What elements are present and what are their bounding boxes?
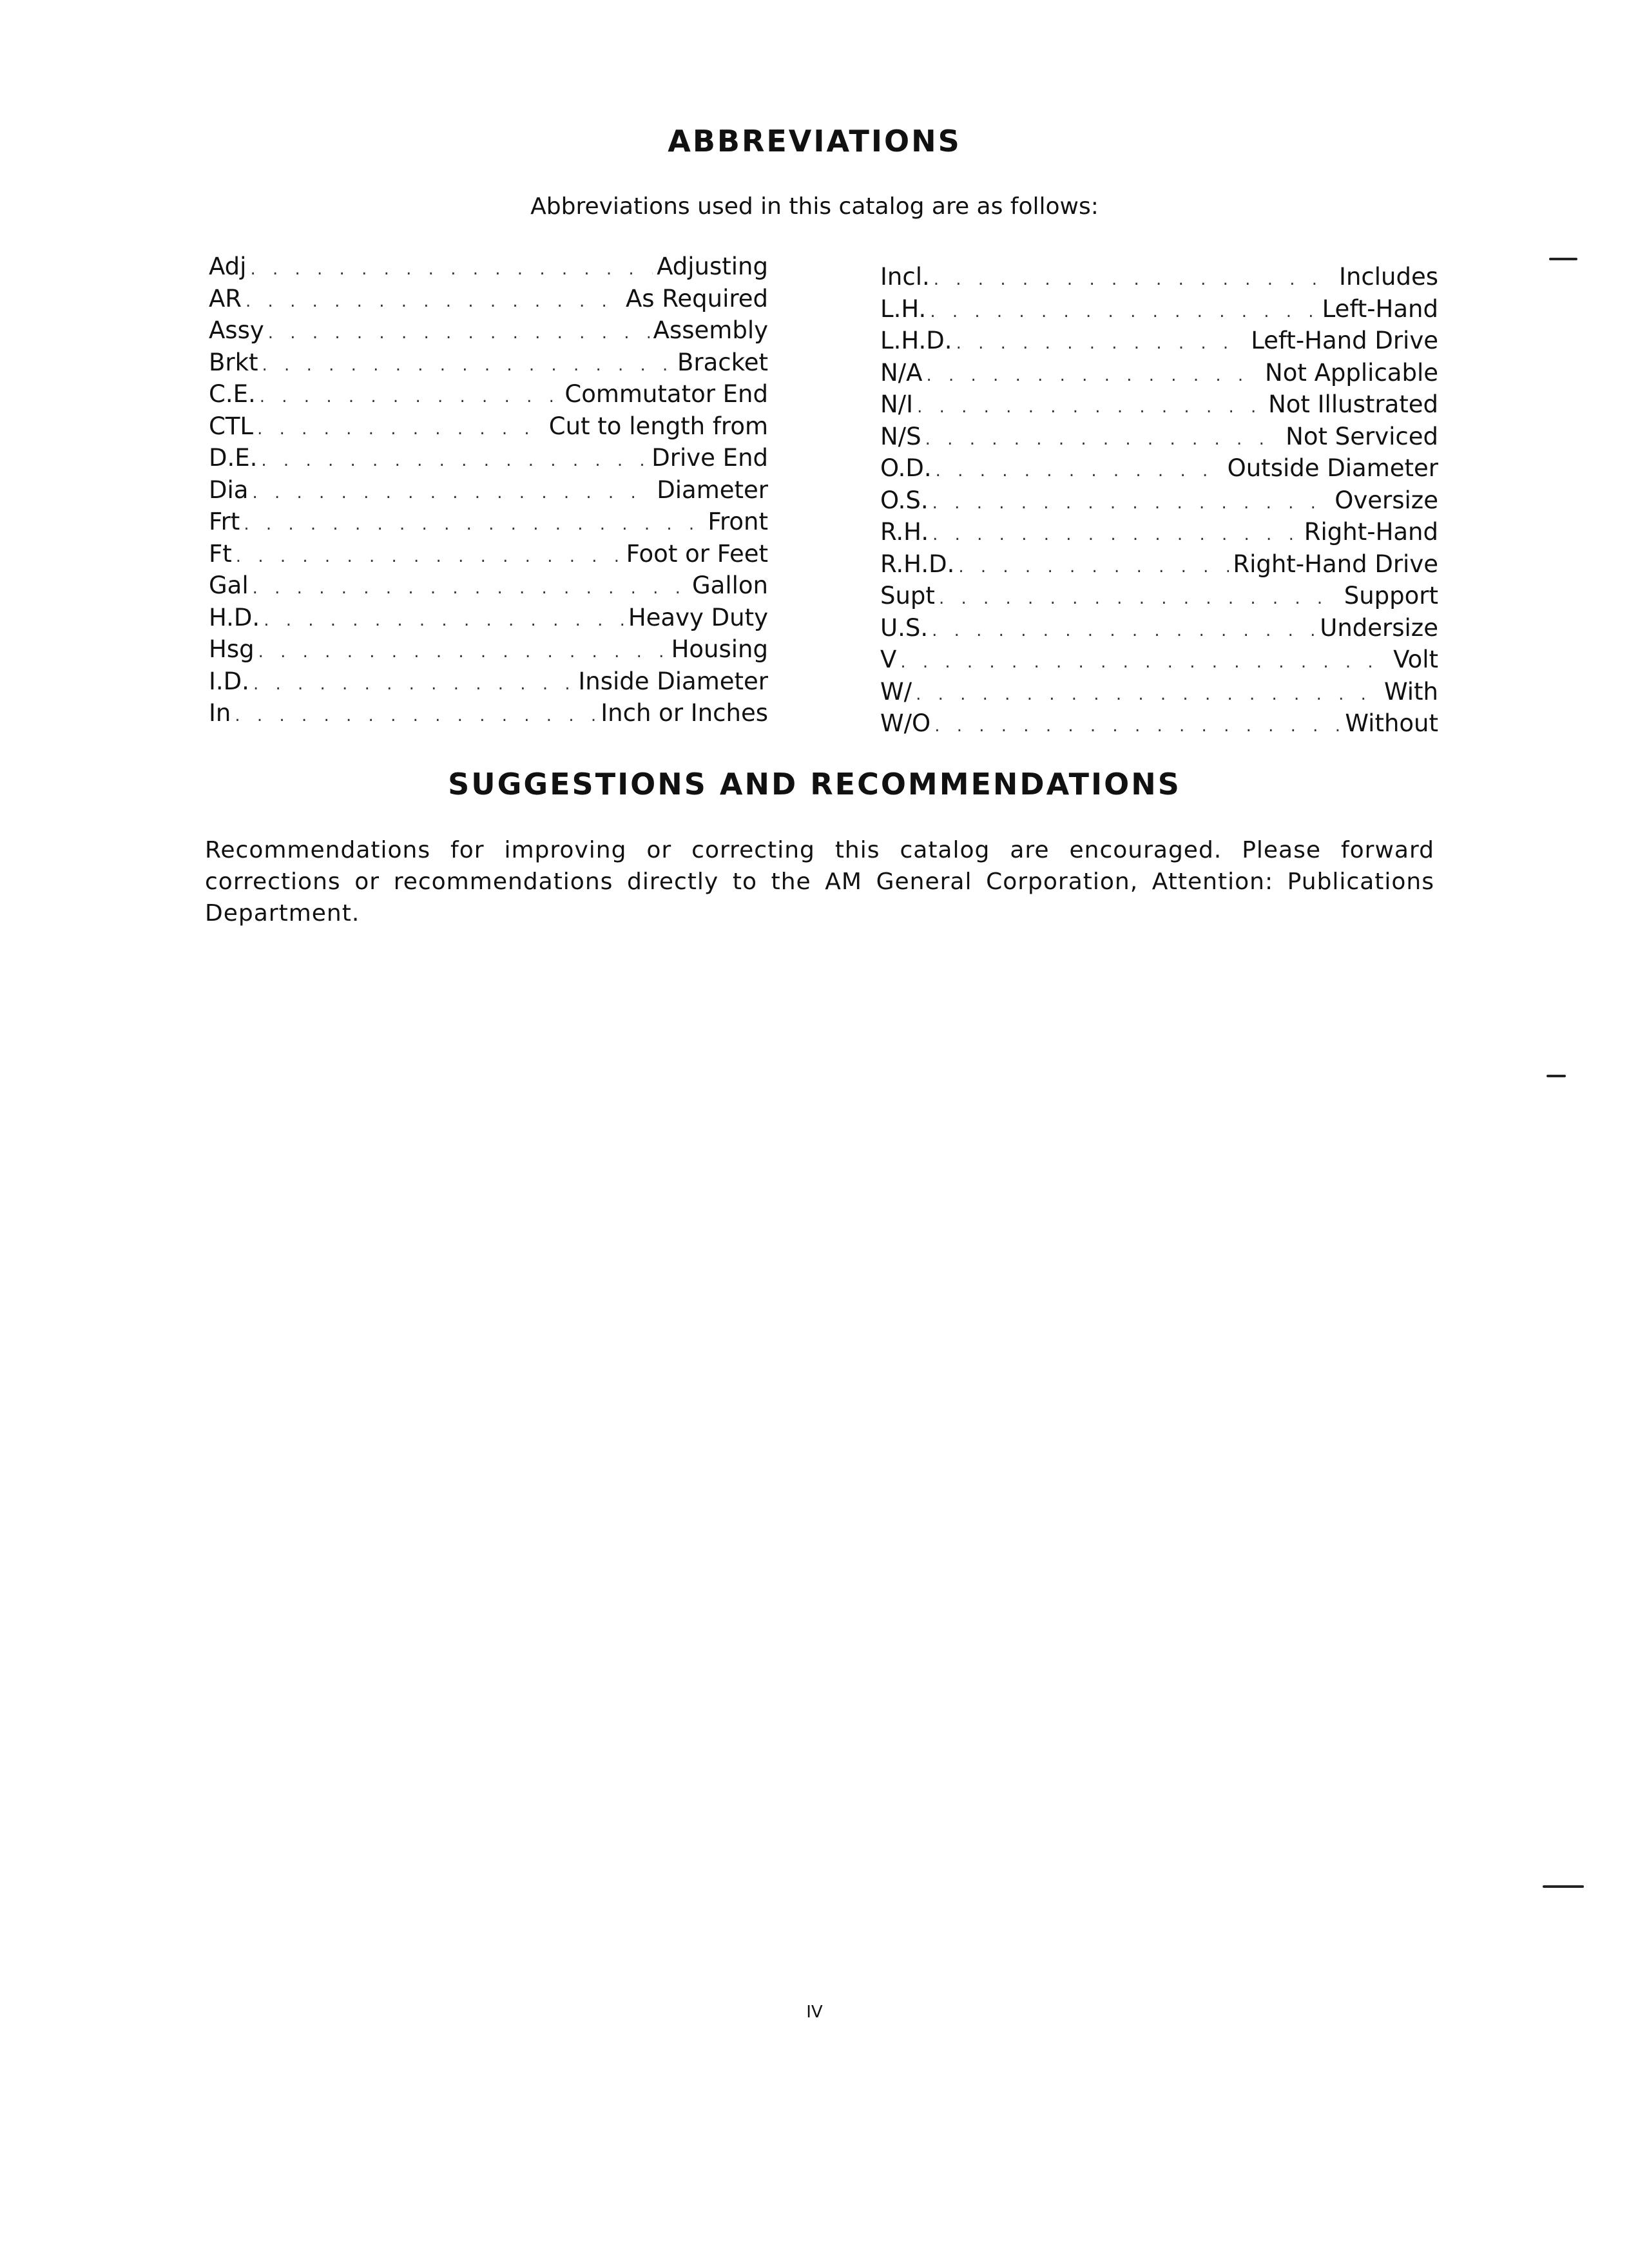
abbreviation-row: [209, 476, 768, 508]
abbreviation-row: [209, 412, 768, 445]
abbreviation-term: C.E.: [209, 380, 256, 408]
abbreviation-meaning: Heavy Duty: [628, 603, 768, 631]
dot-leader: [268, 323, 650, 343]
abbreviation-meaning: Foot or Feet: [626, 539, 768, 568]
dot-leader: [246, 292, 622, 311]
abbreviation-row: [880, 678, 1438, 710]
dot-leader: [932, 494, 1331, 513]
dot-leader: [250, 260, 653, 279]
abbreviations-right-column: [880, 263, 1438, 742]
abbreviation-meaning: Assembly: [653, 316, 768, 344]
abbreviations-left-column: [209, 253, 768, 731]
abbreviation-term: Assy: [209, 316, 264, 344]
abbreviation-meaning: Cut to length from: [548, 412, 768, 440]
abbreviation-term: AR: [209, 284, 242, 312]
abbreviation-term: In: [209, 699, 231, 727]
abbreviation-row: [880, 518, 1438, 550]
abbreviation-meaning: Support: [1344, 582, 1438, 610]
abbreviation-row: [209, 316, 768, 349]
abbreviation-meaning: Right-Hand: [1304, 518, 1438, 546]
abbreviation-term: Dia: [209, 476, 249, 504]
abbreviation-term: L.H.D.: [880, 327, 952, 354]
dot-leader: [261, 451, 648, 470]
abbreviation-row: [880, 550, 1438, 582]
abbreviation-term: Supt: [880, 582, 935, 610]
suggestions-body: Recommendations for improving or correcting this catalog are encouraged. Please forward corrections or recommendations directly to the AM General Corporation, Attention: Publications Department.: [205, 837, 1434, 927]
abbreviation-term: H.D.: [209, 603, 260, 631]
dot-leader: [258, 642, 668, 662]
abbreviation-meaning: Without: [1345, 709, 1438, 737]
abbreviation-term: L.H.: [880, 294, 927, 323]
dot-leader: [925, 430, 1282, 449]
abbreviation-row: [880, 390, 1438, 423]
dot-leader: [235, 706, 597, 726]
abbreviation-row: [880, 646, 1438, 678]
abbreviation-row: [209, 444, 768, 476]
abbreviation-meaning: Not Applicable: [1265, 358, 1438, 387]
abbreviation-row: [209, 285, 768, 317]
abbreviation-row: [209, 380, 768, 412]
abbreviation-term: W/: [880, 677, 912, 706]
abbreviation-term: N/I: [880, 390, 914, 418]
dot-leader: [939, 589, 1340, 608]
abbreviation-row: [209, 699, 768, 731]
abbreviation-term: N/A: [880, 358, 923, 387]
abbreviation-meaning: Inside Diameter: [578, 667, 768, 695]
abbreviation-meaning: Not Serviced: [1286, 422, 1438, 450]
abbreviation-meaning: Drive End: [651, 444, 768, 472]
dot-leader: [917, 398, 1264, 417]
dot-leader: [932, 525, 1300, 544]
abbreviation-row: [880, 359, 1438, 391]
abbreviation-meaning: Undersize: [1320, 613, 1438, 642]
abbreviation-meaning: Commutator End: [564, 380, 768, 408]
dot-leader: [958, 557, 1229, 577]
abbreviation-row: [209, 635, 768, 668]
abbreviation-meaning: As Required: [625, 284, 768, 312]
binding-mark: [1549, 258, 1577, 260]
page-title: ABBREVIATIONS: [668, 124, 961, 159]
abbreviation-meaning: Adjusting: [657, 253, 768, 280]
dot-leader: [244, 515, 704, 534]
abbreviations-intro: Abbreviations used in this catalog are as follows:: [530, 193, 1099, 220]
abbreviation-meaning: Diameter: [657, 476, 768, 504]
abbreviation-term: Brkt: [209, 348, 258, 376]
abbreviation-term: Gal: [209, 572, 249, 599]
abbreviation-row: [209, 253, 768, 285]
abbreviation-meaning: Volt: [1393, 646, 1438, 673]
binding-mark: [1543, 1885, 1584, 1888]
abbreviation-row: [880, 327, 1438, 359]
dot-leader: [926, 366, 1261, 385]
abbreviation-term: I.D.: [209, 667, 249, 695]
dot-leader: [936, 461, 1224, 481]
abbreviation-meaning: Front: [708, 508, 768, 535]
abbreviation-row: [209, 572, 768, 604]
dot-leader: [253, 579, 688, 598]
dot-leader: [236, 547, 622, 566]
abbreviation-meaning: Gallon: [692, 572, 768, 599]
page-number: IV: [806, 2003, 823, 2022]
abbreviation-row: [209, 668, 768, 700]
abbreviation-row: [880, 614, 1438, 646]
abbreviation-term: Adj: [209, 253, 247, 280]
abbreviation-meaning: Not Illustrated: [1268, 390, 1438, 418]
abbreviation-meaning: Oversize: [1335, 486, 1438, 514]
abbreviation-term: Hsg: [209, 635, 255, 663]
abbreviation-term: U.S.: [880, 613, 929, 642]
abbreviation-term: Ft: [209, 539, 232, 568]
dot-leader: [916, 685, 1380, 704]
dot-leader: [900, 653, 1389, 672]
dot-leader: [252, 483, 653, 503]
abbreviation-term: N/S: [880, 422, 921, 450]
dot-leader: [930, 302, 1318, 322]
abbreviation-row: [209, 540, 768, 572]
abbreviation-meaning: Inch or Inches: [601, 699, 768, 727]
abbreviation-meaning: With: [1383, 677, 1438, 706]
abbreviation-meaning: Bracket: [677, 348, 768, 376]
abbreviation-term: R.H.D.: [880, 550, 955, 578]
dot-leader: [264, 611, 624, 630]
dot-leader: [253, 675, 574, 694]
abbreviation-term: D.E.: [209, 444, 258, 472]
dot-leader: [260, 387, 561, 407]
abbreviation-meaning: Left-Hand: [1322, 294, 1438, 323]
abbreviation-meaning: Includes: [1339, 263, 1438, 291]
dot-leader: [257, 419, 545, 439]
abbreviation-term: Incl.: [880, 263, 930, 291]
abbreviation-row: [880, 709, 1438, 742]
abbreviation-term: O.S.: [880, 486, 929, 514]
binding-mark: [1547, 1075, 1566, 1077]
dot-leader: [956, 334, 1248, 353]
dot-leader: [934, 716, 1341, 736]
abbreviation-row: [209, 604, 768, 636]
abbreviation-row: [880, 582, 1438, 614]
abbreviation-row: [209, 349, 768, 381]
abbreviation-row: [880, 295, 1438, 327]
abbreviation-term: CTL: [209, 412, 254, 440]
abbreviation-meaning: Housing: [671, 635, 768, 663]
abbreviation-row: [209, 508, 768, 540]
abbreviation-row: [880, 423, 1438, 455]
abbreviation-term: R.H.: [880, 518, 929, 546]
abbreviation-meaning: Outside Diameter: [1227, 454, 1438, 482]
abbreviation-row: [880, 454, 1438, 486]
suggestions-title: SUGGESTIONS AND RECOMMENDATIONS: [448, 767, 1181, 802]
abbreviation-term: Frt: [209, 508, 240, 535]
abbreviation-row: [880, 263, 1438, 295]
abbreviation-meaning: Left-Hand Drive: [1251, 327, 1438, 354]
abbreviation-meaning: Right-Hand Drive: [1233, 550, 1438, 578]
dot-leader: [262, 356, 673, 375]
abbreviation-row: [880, 486, 1438, 519]
abbreviation-term: V: [880, 646, 897, 673]
abbreviation-term: W/O: [880, 709, 931, 737]
abbreviation-term: O.D.: [880, 454, 932, 482]
dot-leader: [934, 270, 1335, 289]
dot-leader: [932, 621, 1316, 640]
